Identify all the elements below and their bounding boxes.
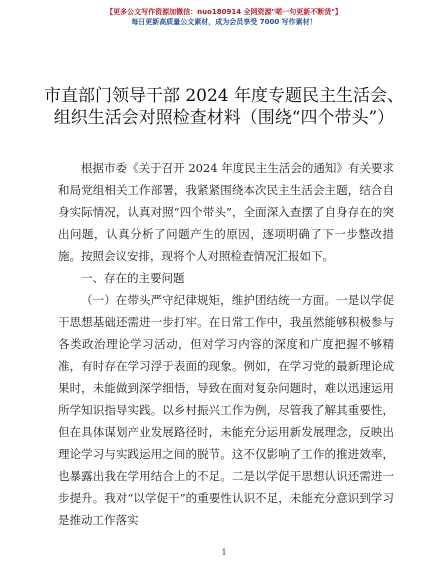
- page-number: 1: [221, 548, 227, 557]
- intro-paragraph: 根据市委《关于召开 2024 年度民主生活会的通知》有关要求和局党组相关工作部署，我紧紧围绕本次民主生活会主题，结合自身实际情况，认真对照“四个带头”，全面深入查摆了自身存在的突出问题，认真分析了问题产生的原因，逐项明确了下一步整改措施。按照会议安排，现将个人对照检查情况汇报如下。: [58, 161, 394, 263]
- promo-banner-line-2: 每日更新高质量公文素材，成为会员享受 7000 写作素材！: [131, 18, 317, 26]
- document-title: 市直部门领导干部 2024 年度专题民主生活会、组织生活会对照检查材料（围绕“四个带头”）: [43, 86, 405, 128]
- document-body: [58, 157, 394, 531]
- promo-banner-line-1: 【更多公文写作资源加微信：nuo180914 全网资源"喏一句更新不断货"】: [106, 8, 342, 16]
- subsection-paragraph: （一）在带头严守纪律规矩，维护团结统一方面。一是以学促干思想基础还需进一步打牢。在日常工作中，我虽然能够积极参与各类政治理论学习活动，但对学习内容的深度和广度把握不够精准，有时存在学习浮于表面的现象。例如，在学习党的最新理论成果时，未能做到深学细悟，导致在面对复杂问题时，难以迅速运用所学知识指导实践。以乡村振兴工作为例，尽管我了解其重要性，但在具体谋划产业发展路径时，未能充分运用新发展理念，反映出理论学习与实践运用之间的脱节。这不仅影响了工作的推进效率，也暴露出我在学用结合上的不足。二是以学促干思想认识还需进一步提升。我对“以学促干”的重要性认识不足，未能充分意识到学习是推动工作落实: [58, 293, 394, 527]
- section-heading: 一、存在的主要问题: [81, 271, 185, 285]
